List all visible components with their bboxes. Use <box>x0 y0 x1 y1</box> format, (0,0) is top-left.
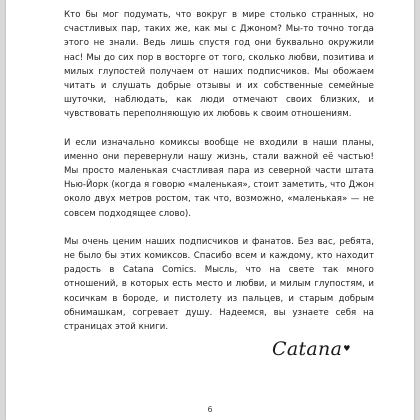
book-page <box>6 0 414 420</box>
page-text <box>64 8 374 334</box>
paragraph-1: Кто бы мог подумать, что вокруг в мире столько странных, но счастливых пар, таких же, как мы с Джоном? Мы-то точно тогда этого не знали. Ведь лишь спустя год они буквально окружили нас! Мы до сих пор в восторге от того, сколько любви, позитива и милых глупостей получаем от наших подписчиков. Мы обожаем читать и слушать добрые отзывы и их собственные семейные шуточки, наблюдать, как люди отмечают своих близких, и чувствовать переполняющую их любовь к своим отношениям. <box>64 10 374 120</box>
author-signature <box>272 338 351 360</box>
page-number: 6 <box>207 405 213 414</box>
paragraph-2: И если изначально комиксы вообще не входили в наши планы, именно они перевернули нашу жизнь, стали важной её частью! Мы просто маленькая счастливая пара из северной части штата Нью-Йорк (когда я говорю «маленькая», стоит заметить, что Джон около двух метров ростом, так что, возможно, «маленькая» — не совсем подходящее слово). <box>64 137 374 219</box>
signature-text: Catana <box>272 338 343 360</box>
heart-icon: ♥ <box>343 344 351 353</box>
paragraph-3: Мы очень ценим наших подписчиков и фанатов. Без вас, ребята, не было бы этих комиксов. Спасибо всем и каждому, кто находит радость в Catana Comics. Мысль, что на свете так много отношений, в которых есть место и любви, и милым глупостям, и косичкам в бороде, и пистолету из пальцев, и старым добрым обнимашкам, согревает душу. Надеемся, вы узнаете себя на страницах этой книги. <box>64 236 374 333</box>
